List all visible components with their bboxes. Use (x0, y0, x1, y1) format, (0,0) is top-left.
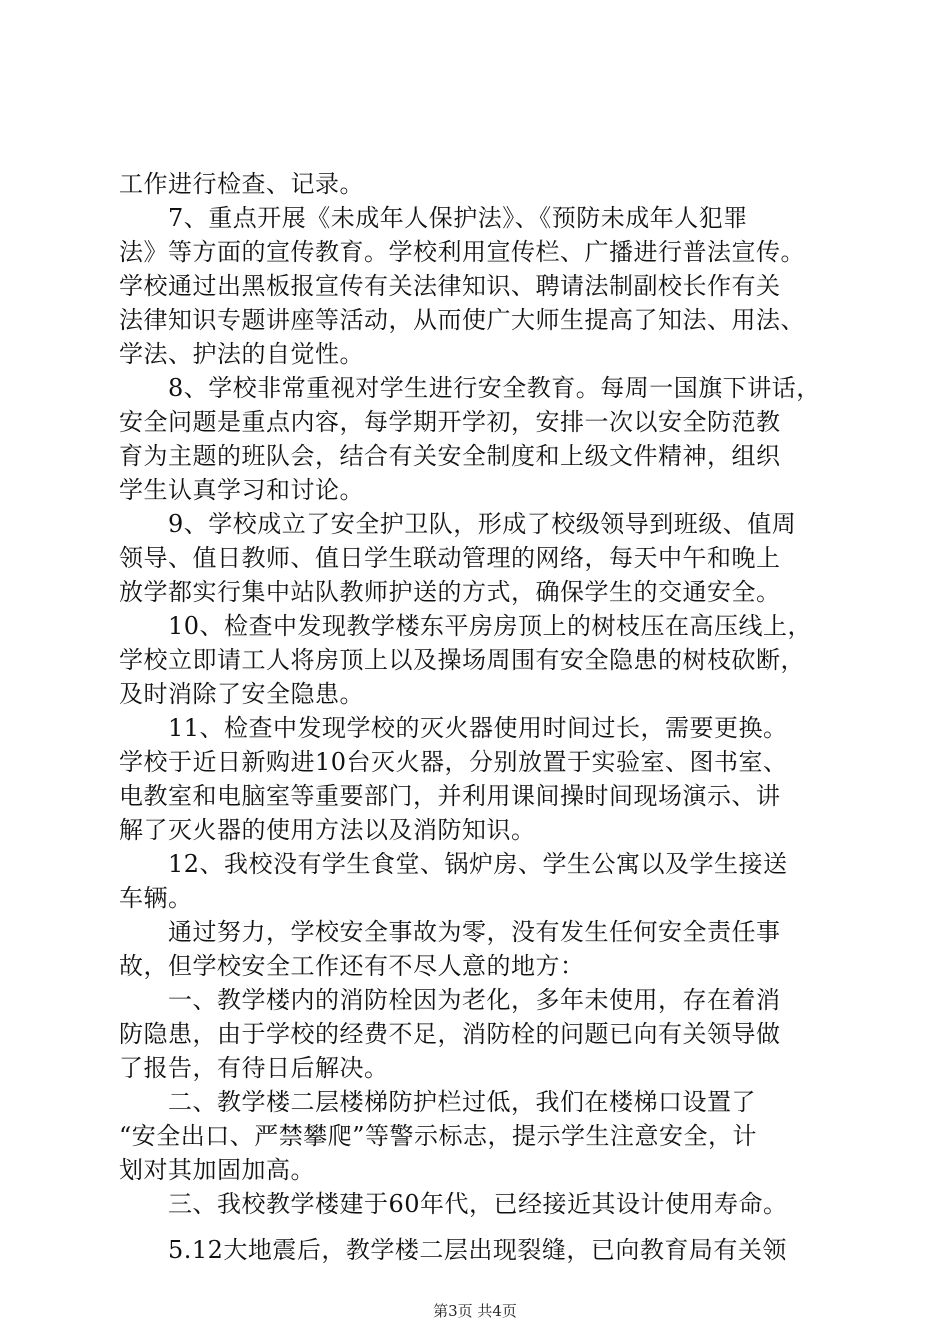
text-line: 了报告，有待日后解决。 (119, 1054, 389, 1082)
page-number-footer: 第3页 共4页 (433, 1302, 517, 1320)
text-line: 8、学校非常重视对学生进行安全教育。每周一国旗下讲话， (119, 374, 821, 402)
text-line: 车辆。 (119, 884, 193, 912)
text-line: 12、我校没有学生食堂、锅炉房、学生公寓以及学生接送 (119, 850, 788, 878)
text-line: “安全出口、严禁攀爬”等警示标志，提示学生注意安全，计 (119, 1122, 758, 1150)
text-line: 划对其加固加高。 (119, 1156, 315, 1184)
text-line: 通过努力，学校安全事故为零，没有发生任何安全责任事 (119, 918, 781, 946)
text-line: 学校于近日新购进10台灭火器，分别放置于实验室、图书室、 (119, 748, 788, 776)
text-line: 学生认真学习和讨论。 (119, 476, 364, 504)
text-line: 学校通过出黑板报宣传有关法律知识、聘请法制副校长作有关 (119, 272, 781, 300)
text-line: 安全问题是重点内容，每学期开学初，安排一次以安全防范教 (119, 408, 781, 436)
text-line: 领导、值日教师、值日学生联动管理的网络，每天中午和晚上 (119, 544, 781, 572)
text-line: 11、检查中发现学校的灭火器使用时间过长，需要更换。 (119, 714, 788, 742)
text-line: 学法、护法的自觉性。 (119, 340, 364, 368)
text-line: 学校立即请工人将房顶上以及操场周围有安全隐患的树枝砍断， (119, 646, 805, 674)
text-line: 9、学校成立了安全护卫队，形成了校级领导到班级、值周 (119, 510, 797, 538)
text-line: 电教室和电脑室等重要部门，并利用课间操时间现场演示、讲 (119, 782, 781, 810)
text-line: 一、教学楼内的消防栓因为老化，多年未使用，存在着消 (119, 986, 781, 1014)
text-line: 法》等方面的宣传教育。学校利用宣传栏、广播进行普法宣传。 (119, 238, 805, 266)
text-line: 防隐患，由于学校的经费不足，消防栓的问题已向有关领导做 (119, 1020, 781, 1048)
text-line: 育为主题的班队会，结合有关安全制度和上级文件精神，组织 (119, 442, 781, 470)
text-line: 三、我校教学楼建于60年代，已经接近其设计使用寿命。 (119, 1190, 788, 1218)
text-line: 法律知识专题讲座等活动，从而使广大师生提高了知法、用法、 (119, 306, 805, 334)
text-line: 7、重点开展《未成年人保护法》、《预防未成年人犯罪 (119, 204, 748, 232)
text-line: 5.12大地震后，教学楼二层出现裂缝，已向教育局有关领 (119, 1236, 787, 1264)
text-line: 工作进行检查、记录。 (119, 170, 364, 198)
text-line: 及时消除了安全隐患。 (119, 680, 364, 708)
text-line: 10、检查中发现教学楼东平房房顶上的树枝压在高压线上， (119, 612, 813, 640)
text-line: 解了灭火器的使用方法以及消防知识。 (119, 816, 536, 844)
text-line: 故，但学校安全工作还有不尽人意的地方： (119, 952, 585, 980)
text-line: 放学都实行集中站队教师护送的方式，确保学生的交通安全。 (119, 578, 781, 606)
text-line: 二、教学楼二层楼梯防护栏过低，我们在楼梯口设置了 (119, 1088, 756, 1116)
